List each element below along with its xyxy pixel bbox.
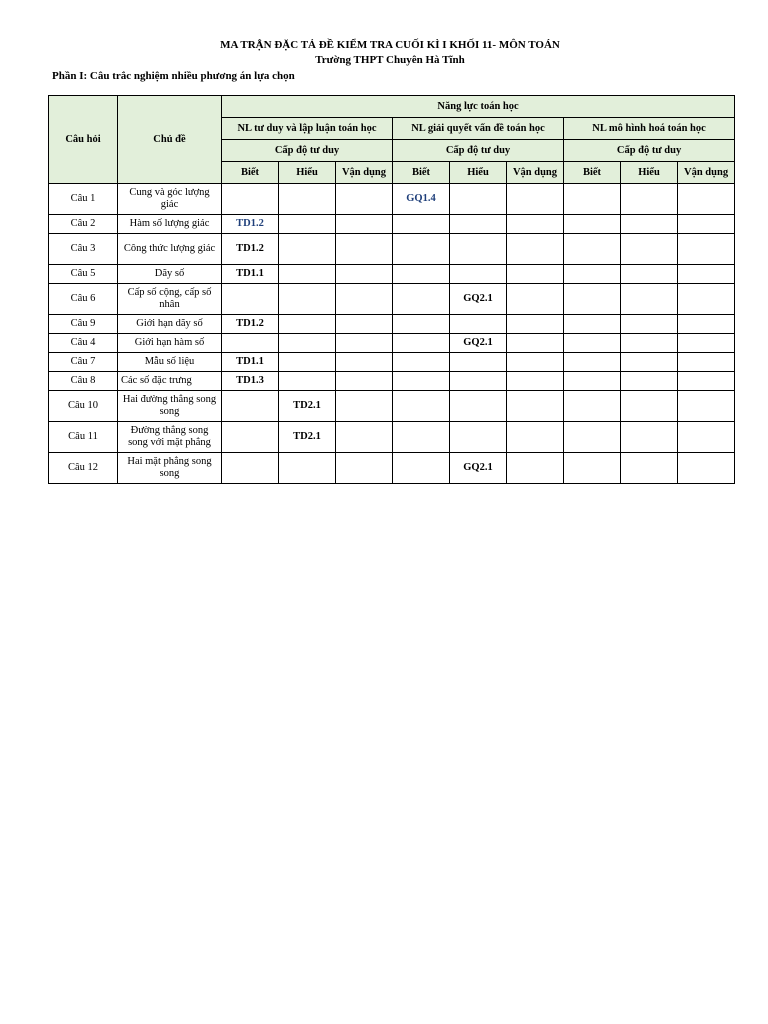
code-cell: [564, 284, 621, 315]
code-cell: [678, 184, 735, 215]
code-cell: [279, 265, 336, 284]
code-cell: GQ2.1: [450, 453, 507, 484]
question-cell: Câu 11: [49, 422, 118, 453]
code-cell: [393, 234, 450, 265]
header-competency-problem-solving: NL giải quyết vấn đề toán học: [393, 118, 564, 140]
specification-matrix-table: [48, 95, 735, 484]
table-row: [49, 453, 735, 484]
code-cell: [564, 422, 621, 453]
code-cell: [450, 315, 507, 334]
header-level-label: Cấp độ tư duy: [564, 140, 735, 162]
code-cell: [621, 265, 678, 284]
code-cell: GQ2.1: [450, 334, 507, 353]
code-cell: [393, 215, 450, 234]
table-body: [49, 184, 735, 484]
code-cell: [450, 353, 507, 372]
header-level-apply: Vận dụng: [678, 162, 735, 184]
code-cell: [279, 284, 336, 315]
code-cell: [507, 353, 564, 372]
header-level-understand: Hiểu: [279, 162, 336, 184]
code-cell: TD1.2: [222, 315, 279, 334]
code-cell: [450, 391, 507, 422]
code-cell: [336, 334, 393, 353]
code-cell: [279, 334, 336, 353]
code-cell: [678, 265, 735, 284]
code-cell: [678, 353, 735, 372]
code-cell: TD2.1: [279, 422, 336, 453]
code-cell: [564, 391, 621, 422]
code-cell: [222, 284, 279, 315]
code-cell: TD1.2: [222, 234, 279, 265]
code-cell: [336, 422, 393, 453]
code-cell: [222, 422, 279, 453]
code-cell: [507, 372, 564, 391]
section-heading: Phần I: Câu trắc nghiệm nhiều phương án lựa chọn: [52, 70, 295, 82]
table-row: [49, 372, 735, 391]
code-cell: [621, 353, 678, 372]
code-cell: [336, 284, 393, 315]
code-cell: [393, 372, 450, 391]
question-cell: Câu 7: [49, 353, 118, 372]
header-question: Câu hỏi: [49, 96, 118, 184]
table-row: [49, 422, 735, 453]
code-cell: [336, 353, 393, 372]
code-cell: [678, 284, 735, 315]
header-topic: Chủ đề: [118, 96, 222, 184]
question-cell: Câu 4: [49, 334, 118, 353]
code-cell: [222, 391, 279, 422]
question-cell: Câu 3: [49, 234, 118, 265]
code-cell: [222, 184, 279, 215]
code-cell: [450, 184, 507, 215]
topic-cell: Hai mặt phẳng song song: [118, 453, 222, 484]
code-cell: [279, 234, 336, 265]
code-cell: [621, 422, 678, 453]
code-cell: [564, 184, 621, 215]
code-cell: [507, 234, 564, 265]
topic-cell: Hàm số lượng giác: [118, 215, 222, 234]
code-cell: [336, 453, 393, 484]
code-cell: [621, 315, 678, 334]
code-cell: [678, 422, 735, 453]
code-cell: [393, 453, 450, 484]
question-cell: Câu 5: [49, 265, 118, 284]
table-row: [49, 391, 735, 422]
topic-cell: Giới hạn hàm số: [118, 334, 222, 353]
code-cell: [279, 353, 336, 372]
question-cell: Câu 6: [49, 284, 118, 315]
question-cell: Câu 9: [49, 315, 118, 334]
code-cell: [621, 453, 678, 484]
code-cell: [564, 215, 621, 234]
code-cell: [507, 453, 564, 484]
table-row: [49, 284, 735, 315]
code-cell: [450, 372, 507, 391]
table-row: [49, 334, 735, 353]
code-cell: [450, 422, 507, 453]
code-cell: [393, 353, 450, 372]
header-level-understand: Hiểu: [450, 162, 507, 184]
header-level-know: Biết: [564, 162, 621, 184]
code-cell: [678, 334, 735, 353]
document-title: MA TRẬN ĐẶC TẢ ĐỀ KIỂM TRA CUỐI KÌ I KHỐI 11- MÔN TOÁN: [220, 39, 560, 51]
code-cell: [678, 391, 735, 422]
code-cell: [507, 184, 564, 215]
code-cell: [393, 391, 450, 422]
school-name: Trường THPT Chuyên Hà Tĩnh: [315, 54, 465, 66]
header-level-know: Biết: [222, 162, 279, 184]
code-cell: [507, 265, 564, 284]
code-cell: [393, 284, 450, 315]
header-level-apply: Vận dụng: [507, 162, 564, 184]
table-row: [49, 265, 735, 284]
code-cell: TD1.1: [222, 353, 279, 372]
code-cell: [507, 315, 564, 334]
code-cell: [564, 353, 621, 372]
code-cell: [279, 453, 336, 484]
code-cell: [222, 334, 279, 353]
header-competency-reasoning: NL tư duy và lập luận toán học: [222, 118, 393, 140]
topic-cell: Hai đường thẳng song song: [118, 391, 222, 422]
code-cell: [621, 334, 678, 353]
topic-cell: Dãy số: [118, 265, 222, 284]
code-cell: [564, 334, 621, 353]
topic-cell: Cung và góc lượng giác: [118, 184, 222, 215]
code-cell: [393, 315, 450, 334]
code-cell: [564, 453, 621, 484]
topic-cell: Giới hạn dãy số: [118, 315, 222, 334]
question-cell: Câu 12: [49, 453, 118, 484]
code-cell: [507, 284, 564, 315]
header-competency-group: Năng lực toán học: [222, 96, 735, 118]
code-cell: [279, 372, 336, 391]
topic-cell: Các số đặc trưng: [118, 372, 222, 391]
code-cell: [507, 422, 564, 453]
code-cell: [621, 215, 678, 234]
topic-cell: Cấp số cộng, cấp số nhân: [118, 284, 222, 315]
code-cell: [564, 234, 621, 265]
header-level-apply: Vận dụng: [336, 162, 393, 184]
code-cell: [564, 372, 621, 391]
code-cell: [507, 391, 564, 422]
header-level-label: Cấp độ tư duy: [222, 140, 393, 162]
table-row: [49, 184, 735, 215]
code-cell: [336, 265, 393, 284]
code-cell: [678, 453, 735, 484]
code-cell: [450, 215, 507, 234]
topic-cell: Mẫu số liệu: [118, 353, 222, 372]
code-cell: TD1.3: [222, 372, 279, 391]
header-level-understand: Hiểu: [621, 162, 678, 184]
table-header: [49, 96, 735, 184]
question-cell: Câu 8: [49, 372, 118, 391]
question-cell: Câu 10: [49, 391, 118, 422]
code-cell: [678, 372, 735, 391]
code-cell: [678, 215, 735, 234]
table-row: [49, 215, 735, 234]
code-cell: [621, 234, 678, 265]
code-cell: [621, 391, 678, 422]
code-cell: [393, 334, 450, 353]
topic-cell: Đường thẳng song song với mặt phẳng: [118, 422, 222, 453]
table-row: [49, 315, 735, 334]
code-cell: [336, 215, 393, 234]
question-cell: Câu 1: [49, 184, 118, 215]
code-cell: GQ2.1: [450, 284, 507, 315]
code-cell: [450, 265, 507, 284]
code-cell: TD1.1: [222, 265, 279, 284]
code-cell: [450, 234, 507, 265]
code-cell: [336, 184, 393, 215]
code-cell: [279, 184, 336, 215]
code-cell: [507, 215, 564, 234]
header-competency-modeling: NL mô hình hoá toán học: [564, 118, 735, 140]
code-cell: [564, 315, 621, 334]
code-cell: [279, 315, 336, 334]
code-cell: [336, 391, 393, 422]
table-row: [49, 353, 735, 372]
question-cell: Câu 2: [49, 215, 118, 234]
code-cell: [336, 372, 393, 391]
code-cell: [621, 184, 678, 215]
code-cell: [678, 234, 735, 265]
table-row: [49, 234, 735, 265]
code-cell: [621, 372, 678, 391]
code-cell: TD1.2: [222, 215, 279, 234]
header-level-label: Cấp độ tư duy: [393, 140, 564, 162]
code-cell: [507, 334, 564, 353]
code-cell: [393, 265, 450, 284]
code-cell: [279, 215, 336, 234]
code-cell: [564, 265, 621, 284]
code-cell: [336, 234, 393, 265]
code-cell: [678, 315, 735, 334]
code-cell: [336, 315, 393, 334]
code-cell: [621, 284, 678, 315]
topic-cell: Công thức lượng giác: [118, 234, 222, 265]
code-cell: GQ1.4: [393, 184, 450, 215]
code-cell: [393, 422, 450, 453]
code-cell: [222, 453, 279, 484]
code-cell: TD2.1: [279, 391, 336, 422]
header-level-know: Biết: [393, 162, 450, 184]
